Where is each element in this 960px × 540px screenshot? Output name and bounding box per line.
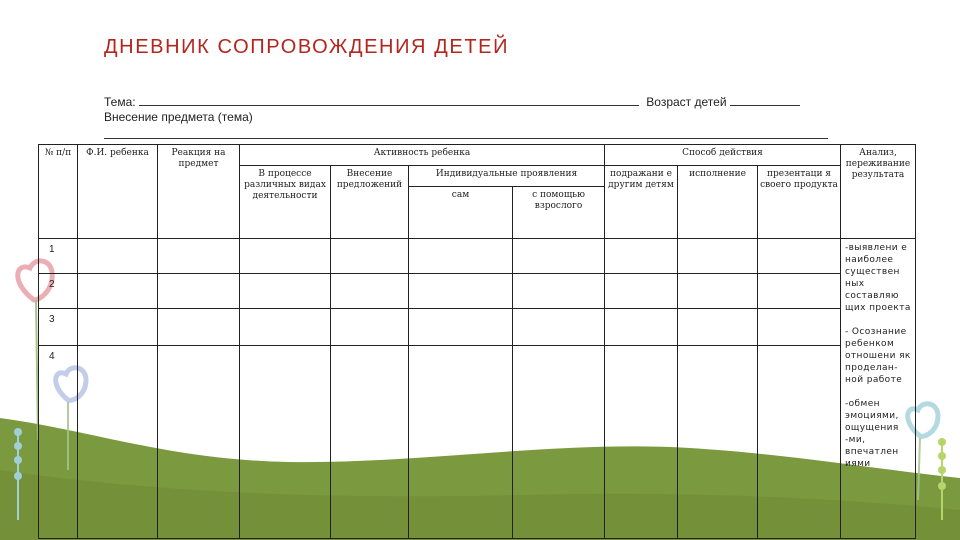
intro-field[interactable] — [104, 138, 828, 139]
row-number: 1 — [39, 239, 78, 274]
topic-label: Тема: — [104, 95, 136, 109]
header-reaction: Реакция на предмет — [158, 145, 240, 239]
header-presentation: презентаци я своего продукта — [758, 166, 841, 239]
row-number: 2 — [39, 274, 78, 309]
analysis-note-1: -выявлени е наиболее существен ных составляю щих проекта — [845, 243, 911, 313]
age-field[interactable] — [730, 94, 800, 106]
header-fields — [104, 94, 828, 124]
diary-table — [38, 144, 916, 539]
header-in-process: В процессе различных видах деятельности — [240, 166, 331, 239]
header-suggestions: Внесение предложений — [331, 166, 409, 239]
header-imitation: подражани е другим детям — [605, 166, 678, 239]
header-analysis: Анализ, переживание результата — [841, 145, 916, 239]
row-number: 3 — [39, 309, 78, 346]
intro-label: Внесение предмета (тема) — [104, 110, 253, 124]
age-label: Возраст детей — [646, 95, 727, 109]
table-row — [39, 346, 916, 539]
analysis-note-2: - Осознание ребенком отношени як проделан- ной работе — [845, 327, 911, 385]
table-row — [39, 309, 916, 346]
header-num: № п/п — [39, 145, 78, 239]
analysis-note-3: -обмен эмоциями, ощущения -ми, впечатлен иями — [845, 399, 899, 469]
topic-field[interactable] — [139, 94, 639, 106]
header-execution: исполнение — [678, 166, 758, 239]
header-with-adult: с помощью взрослого — [513, 187, 605, 239]
header-activity: Активность ребенка — [240, 145, 605, 166]
table-row — [39, 239, 916, 274]
header-self: сам — [409, 187, 513, 239]
header-individual: Индивидуальные проявления — [409, 166, 605, 187]
row-number: 4 — [39, 346, 78, 539]
header-name: Ф.И. ребенка — [78, 145, 158, 239]
header-method: Способ действия — [605, 145, 841, 166]
table-row — [39, 274, 916, 309]
analysis-notes — [841, 239, 916, 539]
page-title: ДНЕВНИК СОПРОВОЖДЕНИЯ ДЕТЕЙ — [104, 36, 510, 58]
